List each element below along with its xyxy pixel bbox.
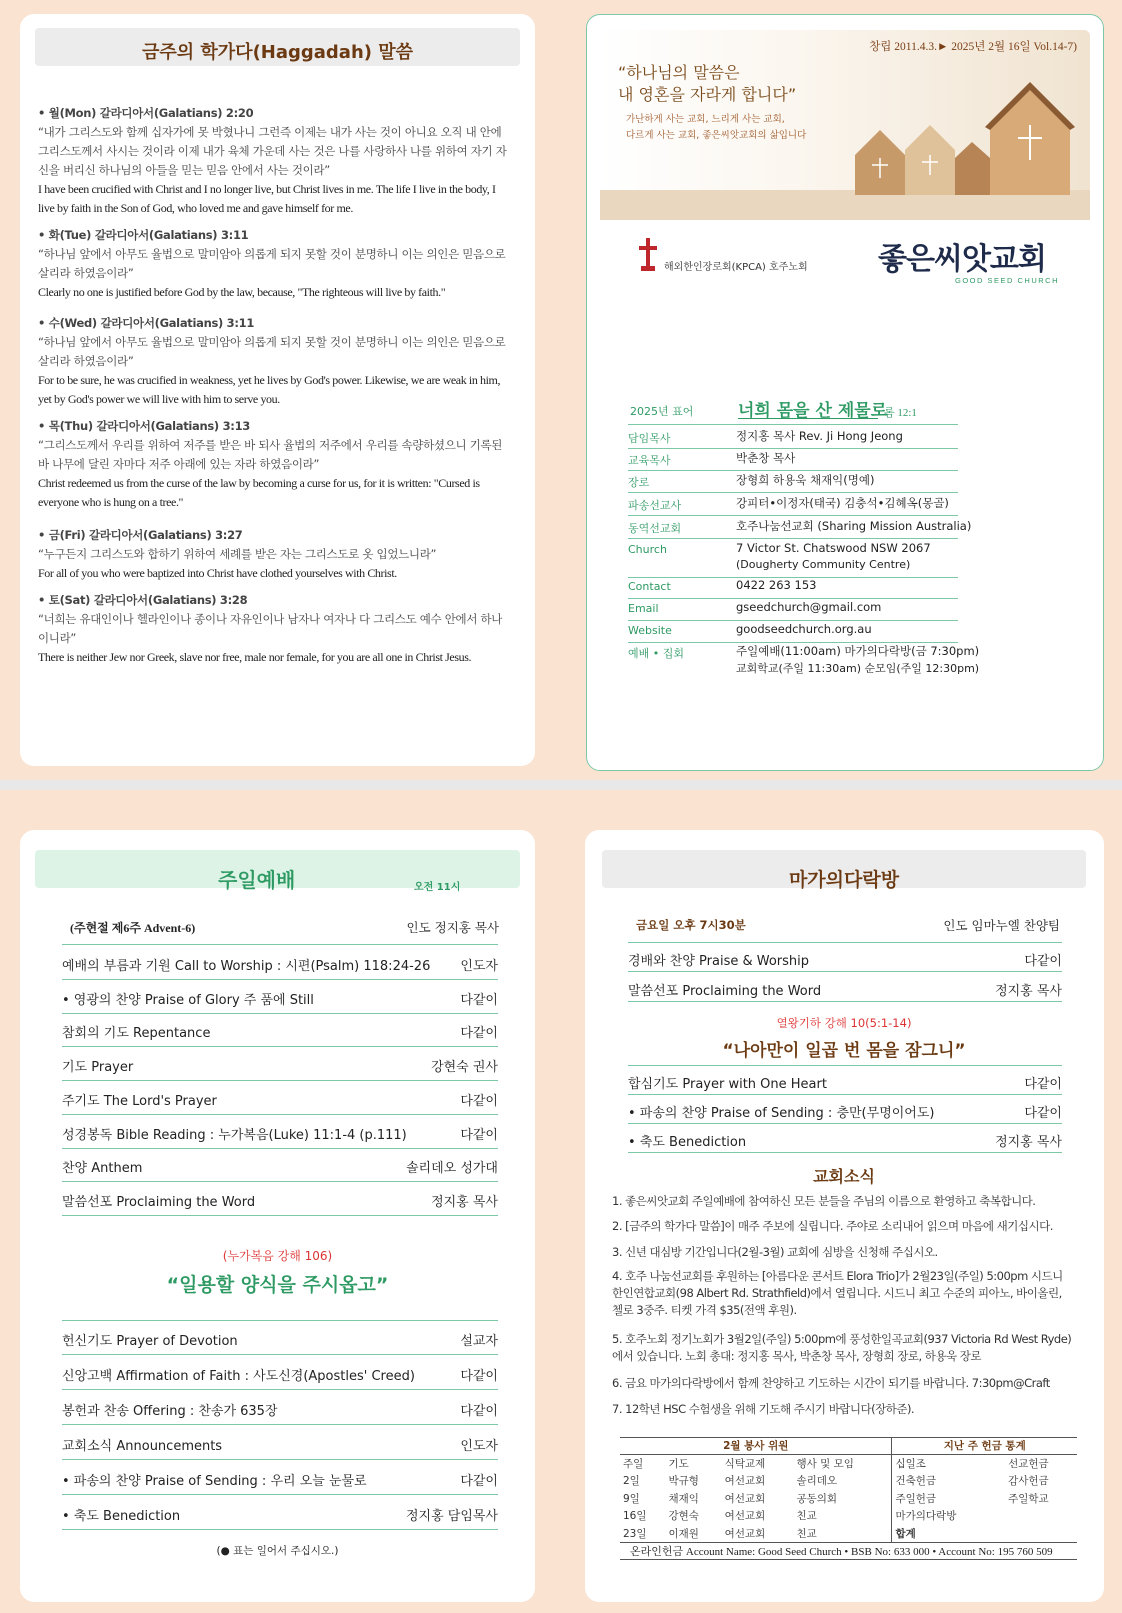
info-value: 강피터•이정자(태국) 김충석•김혜옥(몽골)	[736, 496, 949, 510]
worship-order-item	[62, 1014, 498, 1047]
worship-order-item	[62, 1322, 498, 1355]
row-label: • 축도 Benediction	[62, 1509, 181, 1524]
day-heading: • 월(Mon) 갈라디아서(Galatians) 2:20	[38, 106, 254, 120]
haggadah-title: 금주의 학가다(Haggadah) 말씀	[141, 42, 414, 63]
table-cell: 주일헌금	[892, 1490, 996, 1508]
info-label: Email	[628, 602, 659, 615]
info-value: 주일예배(11:00am) 마가의다락방(금 7:30pm)	[736, 644, 980, 658]
row-label: 봉헌과 찬송 Offering : 찬송가 635장	[62, 1404, 278, 1419]
row-label: 참회의 기도 Repentance	[62, 1026, 211, 1042]
upper-room-top-line	[628, 942, 1062, 943]
info-value: 박춘창 목사	[736, 451, 796, 465]
row-value: 인도자	[460, 959, 498, 974]
info-value: 0422 263 153	[736, 578, 817, 592]
upper-room-sermon-title: “나아만이 일곱 번 몸을 잠그니”	[722, 1041, 966, 1061]
kpca-label: 해외한인장로회(KPCA) 호주노회	[664, 262, 808, 273]
motto: 너희 몸을 산 제물로	[738, 401, 888, 421]
day-heading: • 수(Wed) 갈라디아서(Galatians) 3:11	[38, 316, 255, 330]
info-value: 7 Victor St. Chatswood NSW 2067	[736, 541, 931, 555]
row-divider	[62, 1424, 498, 1425]
day-korean-verse: “하나님 앞에서 아무도 율법으로 말미암아 의롭게 되지 못할 것이 분명하니 이는 의인은 믿음으로 살리라 하였음이라”	[38, 247, 506, 280]
slogan-sub-1: 가난하게 사는 교회, 느리게 사는 교회,	[626, 114, 785, 125]
day-heading: • 화(Tue) 갈라디아서(Galatians) 3:11	[38, 228, 249, 242]
row-label: 예배의 부름과 기원 Call to Worship : 시편(Psalm) 118:24-26	[62, 959, 431, 974]
table-cell: 공동의회	[796, 1492, 838, 1505]
row-label: 신앙고백 Affirmation of Faith : 사도신경(Apostles' Creed)	[62, 1369, 415, 1384]
info-divider	[628, 448, 958, 449]
upper-room-time: 금요일 오후 7시30분	[636, 918, 746, 932]
row-value: 다같이	[1024, 954, 1062, 969]
row-value: 설교자	[460, 1334, 498, 1349]
row-value: 정지홍 목사	[995, 1135, 1062, 1150]
info-divider	[628, 470, 958, 471]
row-value: 다같이	[460, 1127, 498, 1143]
info-label: Contact	[628, 580, 671, 593]
day-english-verse: I have been crucified with Christ and I no longer live, but Christ lives in me. The life I live in the body, I live by faith in the Son of God, who loved me and gave himself for me.	[38, 182, 496, 215]
motto-underline	[738, 418, 878, 419]
row-value: 다같이	[1024, 1077, 1062, 1092]
row-label: • 축도 Benediction	[628, 1135, 747, 1150]
info-divider	[628, 492, 958, 493]
worship-order-item	[62, 981, 498, 1014]
row-value: 다같이	[460, 1093, 498, 1109]
row-label: 교회소식 Announcements	[62, 1439, 223, 1454]
news-item: 4. 호주 나눔선교회를 후원하는 [아름다운 콘서트 Elora Trio]가 2월23일(주일) 5:00pm 시드니 한인연합교회(98 Albert Rd. Strathfield)에서 열립니다. 시드니 최고 수준의 피아노, 바이올린, 첼로 3중주. 티켓 가격 $35(전액 후원).	[612, 1269, 1063, 1317]
table-cell: 감사헌금	[1008, 1475, 1049, 1488]
table-cell: 선교헌금	[1008, 1458, 1049, 1470]
day-english-verse: Clearly no one is justified before God by the law, because, "The righteous will live by faith."	[38, 285, 446, 299]
table-cell: 주일	[623, 1458, 644, 1470]
worship-top-line	[62, 944, 498, 945]
table-row	[620, 1455, 1077, 1473]
table-cell: 식탁교제	[724, 1458, 766, 1470]
upper-room-order-item	[628, 1125, 1062, 1153]
worship-order-item	[62, 1497, 498, 1530]
cover-photo	[600, 30, 1090, 220]
day-korean-verse: “누구든지 그리스도와 합하기 위하여 세례를 받은 자는 그리스도로 옷 입었느니라”	[38, 547, 437, 561]
table-cell: 9일	[623, 1492, 640, 1505]
row-label: 성경봉독 Bible Reading : 누가복음(Luke) 11:1-4 (p.111)	[62, 1127, 407, 1143]
table-cell: 16일	[623, 1510, 647, 1523]
day-heading: • 목(Thu) 갈라디아서(Galatians) 3:13	[38, 419, 250, 433]
table-cell: 십일조	[892, 1455, 996, 1473]
table-cell	[996, 1455, 1005, 1473]
row-label: 주기도 The Lord's Prayer	[62, 1093, 217, 1109]
day-english-verse: For all of you who were baptized into Christ have clothed yourselves with Christ.	[38, 566, 397, 580]
news-title: 교회소식	[813, 1167, 875, 1186]
table-row	[620, 1490, 1077, 1508]
table-cell: 여선교회	[724, 1510, 766, 1523]
haggadah-day	[38, 417, 508, 512]
row-label: 합심기도 Prayer with One Heart	[628, 1077, 827, 1092]
table-cell: 솔리데오	[796, 1475, 838, 1488]
news-item: 3. 신년 대심방 기간입니다(2월-3월) 교회에 심방을 신청해 주십시오.	[612, 1245, 938, 1259]
news-item: 6. 금요 마가의다락방에서 함께 찬양하고 기도하는 시간이 되기를 바랍니다. 7:30pm@Craft	[612, 1376, 1050, 1390]
haggadah-day	[38, 526, 508, 583]
upper-room-title: 마가의다락방	[788, 869, 900, 891]
motto-label: 2025년 표어	[630, 405, 694, 418]
row-divider	[62, 1529, 498, 1530]
row-label: • 영광의 찬양 Praise of Glory 주 품에 Still	[62, 992, 314, 1008]
sermon-title: “일용할 양식을 주시옵고”	[166, 1274, 389, 1296]
upper-room-order-item	[628, 1096, 1062, 1124]
row-label: • 파송의 찬양 Praise of Sending : 우리 오늘 눈물로	[62, 1474, 367, 1489]
table-cell: 23일	[623, 1527, 647, 1540]
table-cell	[996, 1472, 1005, 1490]
row-divider	[628, 1094, 1062, 1095]
upper-room-order-item	[628, 1067, 1062, 1095]
row-value: 다같이	[1024, 1106, 1062, 1121]
info-value: 장형희 하용욱 채재익(명예)	[736, 473, 875, 487]
worship-mid-line	[62, 1320, 498, 1321]
worship-order-item	[62, 1357, 498, 1390]
worship-order-item	[62, 947, 498, 980]
row-value: 다같이	[460, 992, 498, 1008]
info-label: Website	[628, 624, 672, 637]
day-korean-verse: “너희는 유대인이나 헬라인이나 종이나 자유인이나 남자나 여자나 다 그리스도 예수 안에서 하나이니라”	[38, 612, 503, 645]
wooden-houses-illustration	[600, 30, 1090, 220]
table-row	[620, 1525, 1077, 1543]
info-top-line	[628, 424, 958, 425]
info-label: 교육목사	[628, 454, 671, 467]
upper-room-mid-line	[628, 1065, 1062, 1066]
row-value: 다같이	[460, 1026, 498, 1042]
row-divider	[628, 1123, 1062, 1124]
table-cell: 박규형	[668, 1475, 699, 1488]
table-cell: 여선교회	[724, 1492, 766, 1505]
table-cell	[996, 1507, 1005, 1525]
news-item: 7. 12학년 HSC 수험생을 위해 기도해 주시기 바랍니다(장하준).	[612, 1402, 915, 1416]
slogan-sub-2: 다르게 사는 교회, 좋은씨앗교회의 삶입니다	[626, 130, 807, 141]
info-label: 파송선교사	[628, 499, 682, 512]
info-divider	[628, 620, 958, 621]
info-value: 정지홍 목사 Rev. Ji Hong Jeong	[736, 429, 903, 443]
standing-note: (● 표는 일어서 주십시오.)	[216, 1545, 339, 1557]
row-divider	[62, 1389, 498, 1390]
upper-room-leader: 인도 임마누엘 찬양팀	[943, 918, 1060, 933]
info-value: gseedchurch@gmail.com	[736, 600, 882, 614]
table-cell: 주일학교	[1008, 1492, 1049, 1505]
table-row	[620, 1472, 1077, 1490]
table-row	[620, 1507, 1077, 1525]
news-item: 1. 좋은씨앗교회 주일예배에 참여하신 모든 분들을 주님의 이름으로 환영하고 축복합니다.	[612, 1194, 1036, 1208]
table-cell	[1005, 1507, 1077, 1525]
table-header-row	[620, 1437, 1077, 1455]
worship-order-item	[62, 1462, 498, 1495]
table-cell: 합계	[892, 1525, 996, 1543]
day-heading: • 토(Sat) 갈라디아서(Galatians) 3:28	[38, 593, 248, 607]
offering-header: 지난 주 헌금 통계	[892, 1437, 1077, 1455]
haggadah-day	[38, 104, 508, 218]
row-divider	[628, 971, 1062, 972]
row-label: 경배와 찬양 Praise & Worship	[628, 954, 810, 969]
church-name-en: GOOD SEED CHURCH	[955, 276, 1060, 285]
worship-leader: 인도 정지홍 목사	[406, 920, 499, 935]
row-label: 찬양 Anthem	[62, 1161, 143, 1177]
sermon-series: (누가복음 강해 106)	[222, 1249, 333, 1263]
row-label: 헌신기도 Prayer of Devotion	[62, 1334, 238, 1349]
day-heading: • 금(Fri) 갈라디아서(Galatians) 3:27	[38, 528, 243, 542]
row-value: 다같이	[460, 1369, 498, 1384]
haggadah-day	[38, 226, 508, 302]
row-divider	[628, 1152, 1062, 1153]
slogan-line-1: “하나님의 말씀은	[618, 63, 740, 82]
service-offering-table	[620, 1437, 1077, 1560]
haggadah-day	[38, 314, 508, 409]
worship-order-item	[62, 1116, 498, 1149]
service-header: 2월 봉사 위원	[620, 1437, 892, 1455]
row-label: • 파송의 찬양 Praise of Sending : 충만(무명이어도)	[628, 1106, 935, 1121]
info-value: 호주나눔선교회 (Sharing Mission Australia)	[736, 519, 972, 533]
worship-order-item	[62, 1183, 498, 1216]
news-item: 5. 호주노회 정기노회가 3월2일(주일) 5:00pm에 풍성한일곡교회(937 Victoria Rd West Ryde)에서 있습니다. 노회 총대: 정지홍 목사, 박춘창 목사, 장형희 장로, 하용욱 장로	[612, 1332, 1072, 1363]
table-cell: 친교	[796, 1527, 817, 1540]
table-cell: 친교	[796, 1510, 817, 1523]
info-value-2: 교회학교(주일 11:30am) 순모임(주일 12:30pm)	[736, 662, 980, 675]
motto-ref: 롬 12:1	[884, 407, 917, 419]
row-value: 정지홍 목사	[995, 984, 1062, 999]
row-value: 강현숙 권사	[431, 1060, 498, 1076]
row-value: 정지홍 목사	[431, 1194, 498, 1210]
row-divider	[62, 1459, 498, 1460]
worship-order-item	[62, 1048, 498, 1081]
slogan-line-2: 내 영혼을 자라게 합니다”	[618, 85, 797, 104]
table-cell: 행사 및 모임	[796, 1458, 854, 1470]
upper-room-order-item	[628, 944, 1062, 972]
info-label: 예배 • 집회	[628, 647, 684, 660]
table-cell: 이재원	[668, 1527, 699, 1540]
info-value-2: (Dougherty Community Centre)	[736, 558, 911, 571]
upper-room-series: 열왕기하 강해 10(5:1-14)	[776, 1016, 912, 1030]
row-divider	[62, 1215, 498, 1216]
table-footer-row	[620, 1542, 1077, 1560]
row-value: 솔리데오 성가대	[405, 1161, 498, 1177]
row-label: 말씀선포 Proclaiming the Word	[62, 1194, 256, 1210]
info-label: 장로	[628, 476, 650, 489]
table-cell: 여선교회	[724, 1475, 766, 1488]
info-label: 동역선교회	[628, 522, 682, 535]
day-english-verse: There is neither Jew nor Greek, slave nor free, male nor female, for you are all one in Christ Jesus.	[38, 650, 472, 664]
info-label: Church	[628, 543, 667, 556]
info-value: goodseedchurch.org.au	[736, 622, 872, 636]
table-cell: 채재익	[668, 1492, 699, 1505]
worship-order-item	[62, 1082, 498, 1115]
table-cell: 기도	[668, 1458, 689, 1470]
issue-meta: 창립 2011.4.3.► 2025년 2월 16일 Vol.14-7)	[869, 41, 1077, 53]
row-divider	[62, 1354, 498, 1355]
online-offering-info: 온라인헌금 Account Name: Good Seed Church • BSB No: 633 000 • Account No: 195 760 509	[620, 1542, 1077, 1560]
worship-time: 오전 11시	[414, 882, 461, 893]
day-korean-verse: “그리스도께서 우리를 위하여 저주를 받은 바 되사 율법의 저주에서 우리를 속량하셨으니 기록된 바 나무에 달린 자마다 저주 아래에 있는 자라 하였음이라”	[38, 438, 503, 471]
table-cell: 건축헌금	[892, 1472, 996, 1490]
worship-order-item	[62, 1392, 498, 1425]
page-divider	[0, 780, 1122, 790]
info-divider	[628, 538, 958, 539]
table-cell: 마가의다락방	[892, 1507, 996, 1525]
day-korean-verse: “하나님 앞에서 아무도 율법으로 말미암아 의롭게 되지 못할 것이 분명하니 이는 의인은 믿음으로 살리라 하였음이라”	[38, 335, 506, 368]
table-cell: 강현숙	[668, 1510, 699, 1523]
row-label: 기도 Prayer	[62, 1060, 134, 1076]
worship-order-item	[62, 1427, 498, 1460]
worship-title: 주일예배	[218, 868, 296, 892]
row-value: 정지홍 담임목사	[405, 1509, 498, 1524]
kpca-logo-icon	[638, 238, 658, 277]
day-korean-verse: “내가 그리스도와 함께 십자가에 못 박혔나니 그런즉 이제는 내가 사는 것이 아니요 오직 내 안에 그리스도께서 사시는 것이라 이제 내가 육체 가운데 사는 것은 나를 사랑하사 나를 위하여 자기 자신을 버리신 하나님의 아들을 믿는 믿음 안에서 사는 것이라”	[38, 125, 507, 177]
row-value: 다같이	[460, 1404, 498, 1419]
row-value: 인도자	[460, 1439, 498, 1454]
worship-order-item	[62, 1149, 498, 1182]
table-cell	[996, 1525, 1005, 1543]
upper-room-order-item	[628, 974, 1062, 1002]
row-value: 다같이	[460, 1474, 498, 1489]
row-divider	[628, 1001, 1062, 1002]
info-divider	[628, 598, 958, 599]
row-label: 말씀선포 Proclaiming the Word	[628, 984, 822, 999]
church-name-logo: 좋은씨앗교회	[878, 242, 1046, 277]
table-cell	[996, 1490, 1005, 1508]
info-divider	[628, 515, 958, 516]
news-item: 2. [금주의 학가다 말씀]이 매주 주보에 실립니다. 주야로 소리내어 읽으며 마음에 새기십시다.	[612, 1219, 1053, 1233]
haggadah-day	[38, 591, 508, 667]
row-divider	[62, 1494, 498, 1495]
day-english-verse: Christ redeemed us from the curse of the law by becoming a curse for us, for it is written: "Cursed is everyone who is hung on a tree."	[38, 476, 480, 509]
worship-season: (주현절 제6주 Advent-6)	[70, 921, 196, 935]
day-english-verse: For to be sure, he was crucified in weakness, yet he lives by God's power. Likewise, we are weak in him, yet by God's power we will live with him to serve you.	[38, 373, 501, 406]
table-cell: 여선교회	[724, 1527, 766, 1540]
info-label: 담임목사	[628, 432, 671, 445]
table-cell: 2일	[623, 1475, 640, 1488]
table-cell	[1005, 1525, 1077, 1543]
